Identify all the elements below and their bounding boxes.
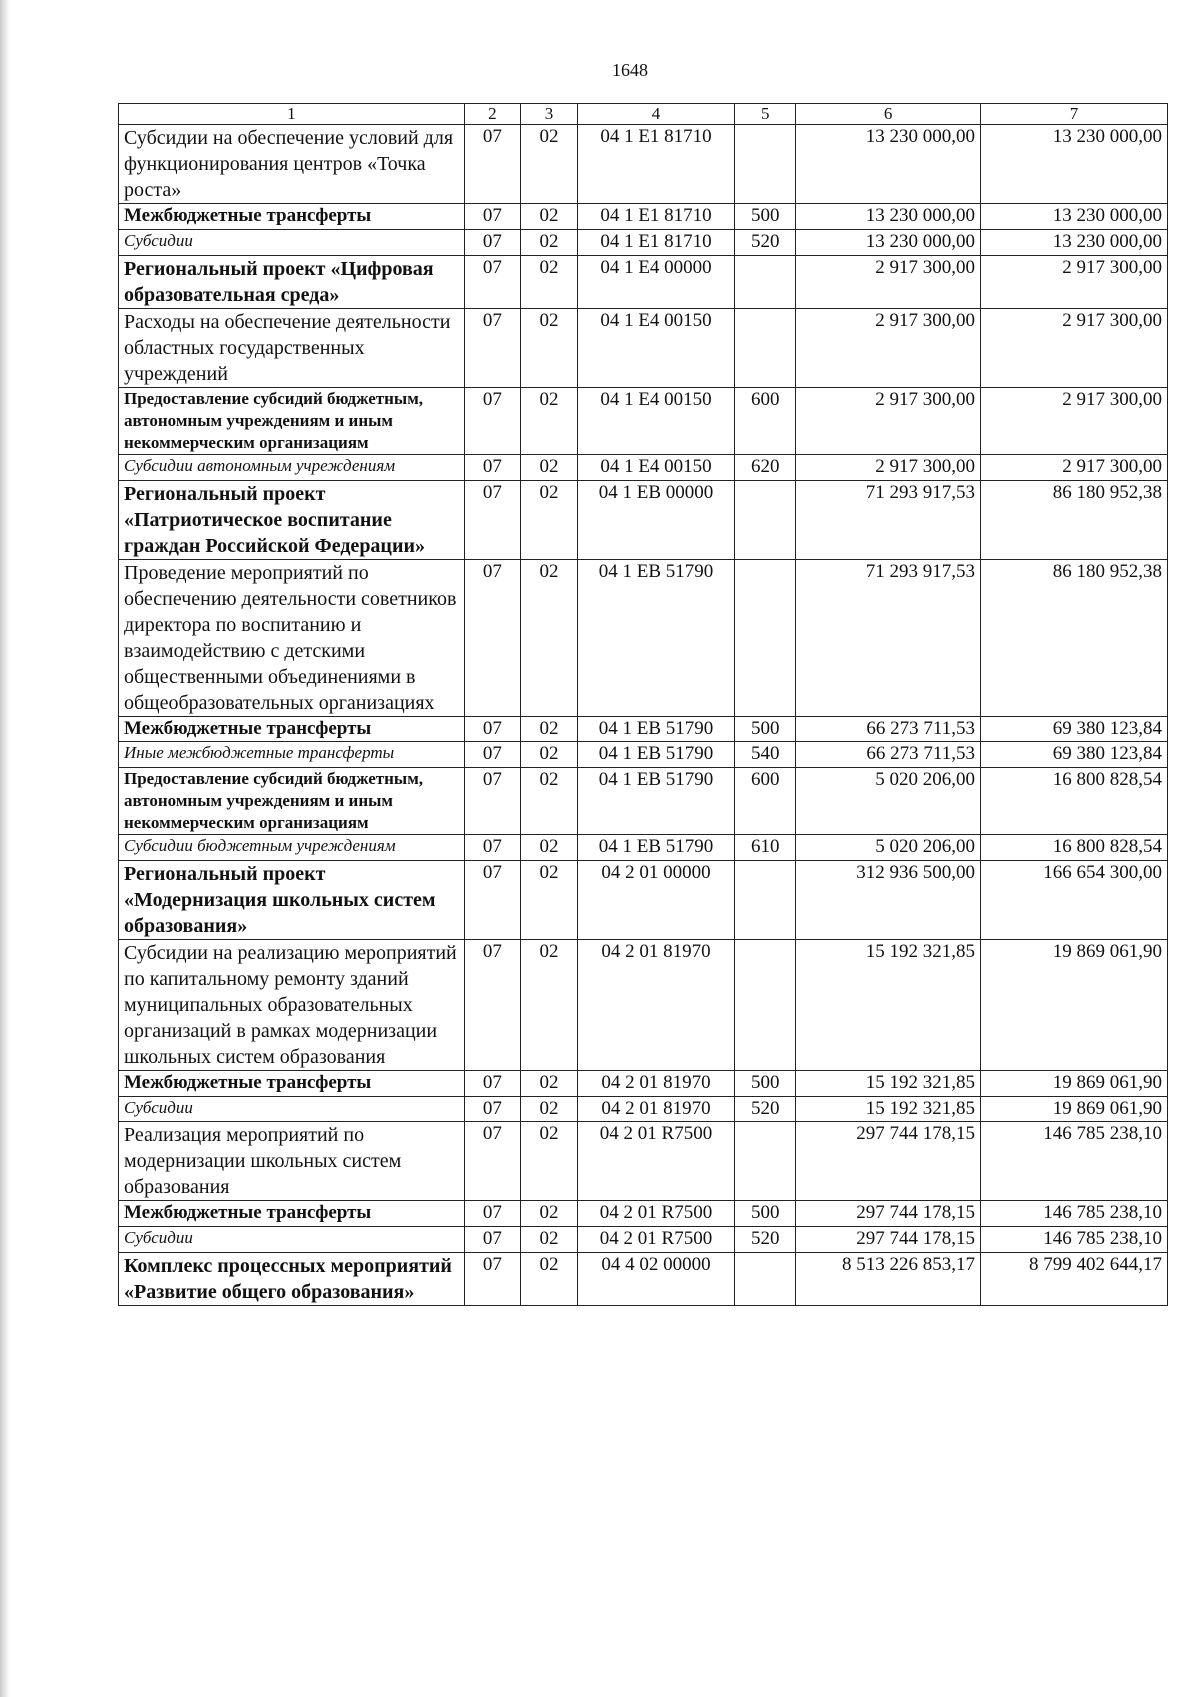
section-code: 07	[464, 1071, 521, 1097]
amount-year-1: 15 192 321,85	[796, 1071, 981, 1097]
row-name: Предоставление субсидий бюджетным, автономным учреждениям и иным некоммерческим организациям	[119, 768, 465, 835]
amount-year-1: 2 917 300,00	[796, 255, 981, 308]
amount-year-1: 66 273 711,53	[796, 742, 981, 768]
header-col-7: 7	[980, 104, 1167, 125]
section-code: 07	[464, 1096, 521, 1122]
target-article-code: 04 1 EB 51790	[577, 742, 735, 768]
section-code: 07	[464, 1252, 521, 1305]
section-code: 07	[464, 559, 521, 716]
subsection-code: 02	[521, 1201, 578, 1227]
row-name: Региональный проект «Патриотическое воспитание граждан Российской Федерации»	[119, 480, 465, 559]
subsection-code: 02	[521, 1096, 578, 1122]
expense-type-code	[735, 861, 796, 940]
target-article-code: 04 1 E1 81710	[577, 230, 735, 256]
table-row	[119, 204, 1168, 230]
scan-edge	[0, 0, 10, 1697]
amount-year-1: 71 293 917,53	[796, 480, 981, 559]
section-code: 07	[464, 387, 521, 454]
amount-year-2: 69 380 123,84	[980, 716, 1167, 742]
amount-year-1: 297 744 178,15	[796, 1122, 981, 1201]
section-code: 07	[464, 861, 521, 940]
target-article-code: 04 1 E1 81710	[577, 125, 735, 204]
header-col-3: 3	[521, 104, 578, 125]
amount-year-1: 297 744 178,15	[796, 1227, 981, 1253]
subsection-code: 02	[521, 1227, 578, 1253]
target-article-code: 04 2 01 00000	[577, 861, 735, 940]
subsection-code: 02	[521, 1122, 578, 1201]
amount-year-2: 16 800 828,54	[980, 835, 1167, 861]
amount-year-1: 5 020 206,00	[796, 768, 981, 835]
budget-table	[118, 103, 1168, 1306]
target-article-code: 04 1 E4 00150	[577, 308, 735, 387]
expense-type-code: 500	[735, 1201, 796, 1227]
amount-year-2: 86 180 952,38	[980, 559, 1167, 716]
expense-type-code	[735, 940, 796, 1071]
target-article-code: 04 1 E1 81710	[577, 204, 735, 230]
amount-year-2: 19 869 061,90	[980, 1071, 1167, 1097]
expense-type-code: 600	[735, 387, 796, 454]
row-name: Субсидии	[119, 1096, 465, 1122]
expense-type-code	[735, 480, 796, 559]
row-name: Комплекс процессных мероприятий «Развитие общего образования»	[119, 1252, 465, 1305]
subsection-code: 02	[521, 255, 578, 308]
table-row	[119, 861, 1168, 940]
target-article-code: 04 1 EB 51790	[577, 835, 735, 861]
table-row	[119, 940, 1168, 1071]
amount-year-2: 69 380 123,84	[980, 742, 1167, 768]
row-name: Расходы на обеспечение деятельности областных государственных учреждений	[119, 308, 465, 387]
amount-year-1: 2 917 300,00	[796, 455, 981, 481]
expense-type-code: 520	[735, 230, 796, 256]
expense-type-code: 620	[735, 455, 796, 481]
row-name: Реализация мероприятий по модернизации школьных систем образования	[119, 1122, 465, 1201]
target-article-code: 04 2 01 R7500	[577, 1201, 735, 1227]
amount-year-1: 2 917 300,00	[796, 387, 981, 454]
expense-type-code	[735, 308, 796, 387]
subsection-code: 02	[521, 742, 578, 768]
row-name: Субсидии автономным учреждениям	[119, 455, 465, 481]
expense-type-code: 600	[735, 768, 796, 835]
row-name: Проведение мероприятий по обеспечению деятельности советников директора по воспитанию и взаимодействию с детскими общественными объединениями в общеобразовательных организациях	[119, 559, 465, 716]
row-name: Иные межбюджетные трансферты	[119, 742, 465, 768]
expense-type-code	[735, 125, 796, 204]
table-row	[119, 1122, 1168, 1201]
expense-type-code	[735, 1252, 796, 1305]
header-row	[119, 104, 1168, 125]
amount-year-2: 2 917 300,00	[980, 255, 1167, 308]
subsection-code: 02	[521, 940, 578, 1071]
target-article-code: 04 1 E4 00000	[577, 255, 735, 308]
subsection-code: 02	[521, 1071, 578, 1097]
target-article-code: 04 2 01 81970	[577, 1071, 735, 1097]
row-name: Региональный проект «Модернизация школьных систем образования»	[119, 861, 465, 940]
target-article-code: 04 1 E4 00150	[577, 387, 735, 454]
amount-year-2: 8 799 402 644,17	[980, 1252, 1167, 1305]
target-article-code: 04 2 01 81970	[577, 940, 735, 1071]
amount-year-1: 8 513 226 853,17	[796, 1252, 981, 1305]
table-row	[119, 455, 1168, 481]
row-name: Субсидии бюджетным учреждениям	[119, 835, 465, 861]
table-row	[119, 1227, 1168, 1253]
subsection-code: 02	[521, 768, 578, 835]
subsection-code: 02	[521, 835, 578, 861]
header-col-1: 1	[119, 104, 465, 125]
amount-year-1: 13 230 000,00	[796, 204, 981, 230]
amount-year-2: 2 917 300,00	[980, 455, 1167, 481]
table-row	[119, 255, 1168, 308]
target-article-code: 04 4 02 00000	[577, 1252, 735, 1305]
section-code: 07	[464, 940, 521, 1071]
expense-type-code	[735, 559, 796, 716]
amount-year-1: 312 936 500,00	[796, 861, 981, 940]
target-article-code: 04 2 01 R7500	[577, 1122, 735, 1201]
expense-type-code: 500	[735, 1071, 796, 1097]
section-code: 07	[464, 835, 521, 861]
row-name: Субсидии	[119, 1227, 465, 1253]
table-row	[119, 1096, 1168, 1122]
expense-type-code: 520	[735, 1227, 796, 1253]
amount-year-2: 2 917 300,00	[980, 308, 1167, 387]
table-row	[119, 742, 1168, 768]
amount-year-1: 71 293 917,53	[796, 559, 981, 716]
subsection-code: 02	[521, 480, 578, 559]
section-code: 07	[464, 742, 521, 768]
table-row	[119, 387, 1168, 454]
subsection-code: 02	[521, 230, 578, 256]
expense-type-code: 610	[735, 835, 796, 861]
row-name: Предоставление субсидий бюджетным, автономным учреждениям и иным некоммерческим организациям	[119, 387, 465, 454]
expense-type-code	[735, 255, 796, 308]
row-name: Субсидии на обеспечение условий для функционирования центров «Точка роста»	[119, 125, 465, 204]
amount-year-1: 2 917 300,00	[796, 308, 981, 387]
header-col-6: 6	[796, 104, 981, 125]
header-col-4: 4	[577, 104, 735, 125]
target-article-code: 04 1 EB 51790	[577, 716, 735, 742]
amount-year-2: 2 917 300,00	[980, 387, 1167, 454]
amount-year-2: 13 230 000,00	[980, 125, 1167, 204]
table-row	[119, 559, 1168, 716]
row-name: Субсидии на реализацию мероприятий по капитальному ремонту зданий муниципальных образовательных организаций в рамках модернизации школьных систем образования	[119, 940, 465, 1071]
amount-year-2: 146 785 238,10	[980, 1122, 1167, 1201]
subsection-code: 02	[521, 559, 578, 716]
table-row	[119, 716, 1168, 742]
subsection-code: 02	[521, 308, 578, 387]
subsection-code: 02	[521, 716, 578, 742]
section-code: 07	[464, 1227, 521, 1253]
row-name: Межбюджетные трансферты	[119, 204, 465, 230]
expense-type-code: 540	[735, 742, 796, 768]
target-article-code: 04 2 01 R7500	[577, 1227, 735, 1253]
section-code: 07	[464, 308, 521, 387]
row-name: Межбюджетные трансферты	[119, 716, 465, 742]
expense-type-code	[735, 1122, 796, 1201]
expense-type-code: 500	[735, 716, 796, 742]
table-row	[119, 308, 1168, 387]
section-code: 07	[464, 716, 521, 742]
amount-year-2: 19 869 061,90	[980, 1096, 1167, 1122]
table-row	[119, 835, 1168, 861]
amount-year-2: 166 654 300,00	[980, 861, 1167, 940]
subsection-code: 02	[521, 204, 578, 230]
target-article-code: 04 2 01 81970	[577, 1096, 735, 1122]
expense-type-code: 500	[735, 204, 796, 230]
amount-year-2: 146 785 238,10	[980, 1201, 1167, 1227]
header-col-2: 2	[464, 104, 521, 125]
amount-year-1: 297 744 178,15	[796, 1201, 981, 1227]
table-row	[119, 1201, 1168, 1227]
amount-year-2: 13 230 000,00	[980, 230, 1167, 256]
target-article-code: 04 1 EB 51790	[577, 768, 735, 835]
table-row	[119, 1252, 1168, 1305]
section-code: 07	[464, 125, 521, 204]
section-code: 07	[464, 204, 521, 230]
amount-year-2: 86 180 952,38	[980, 480, 1167, 559]
amount-year-2: 146 785 238,10	[980, 1227, 1167, 1253]
amount-year-1: 13 230 000,00	[796, 125, 981, 204]
amount-year-1: 15 192 321,85	[796, 940, 981, 1071]
table-row	[119, 125, 1168, 204]
section-code: 07	[464, 1122, 521, 1201]
page-number: 1648	[612, 60, 648, 80]
target-article-code: 04 1 E4 00150	[577, 455, 735, 481]
table-row	[119, 768, 1168, 835]
subsection-code: 02	[521, 387, 578, 454]
amount-year-2: 16 800 828,54	[980, 768, 1167, 835]
row-name: Межбюджетные трансферты	[119, 1201, 465, 1227]
table-row	[119, 480, 1168, 559]
table-row	[119, 230, 1168, 256]
subsection-code: 02	[521, 125, 578, 204]
section-code: 07	[464, 230, 521, 256]
subsection-code: 02	[521, 455, 578, 481]
header-col-5: 5	[735, 104, 796, 125]
section-code: 07	[464, 480, 521, 559]
expense-type-code: 520	[735, 1096, 796, 1122]
amount-year-2: 13 230 000,00	[980, 204, 1167, 230]
amount-year-1: 5 020 206,00	[796, 835, 981, 861]
target-article-code: 04 1 EB 51790	[577, 559, 735, 716]
amount-year-1: 13 230 000,00	[796, 230, 981, 256]
row-name: Межбюджетные трансферты	[119, 1071, 465, 1097]
subsection-code: 02	[521, 861, 578, 940]
section-code: 07	[464, 455, 521, 481]
amount-year-2: 19 869 061,90	[980, 940, 1167, 1071]
subsection-code: 02	[521, 1252, 578, 1305]
section-code: 07	[464, 255, 521, 308]
section-code: 07	[464, 768, 521, 835]
amount-year-1: 66 273 711,53	[796, 716, 981, 742]
row-name: Субсидии	[119, 230, 465, 256]
amount-year-1: 15 192 321,85	[796, 1096, 981, 1122]
row-name: Региональный проект «Цифровая образовательная среда»	[119, 255, 465, 308]
target-article-code: 04 1 EB 00000	[577, 480, 735, 559]
table-row	[119, 1071, 1168, 1097]
section-code: 07	[464, 1201, 521, 1227]
